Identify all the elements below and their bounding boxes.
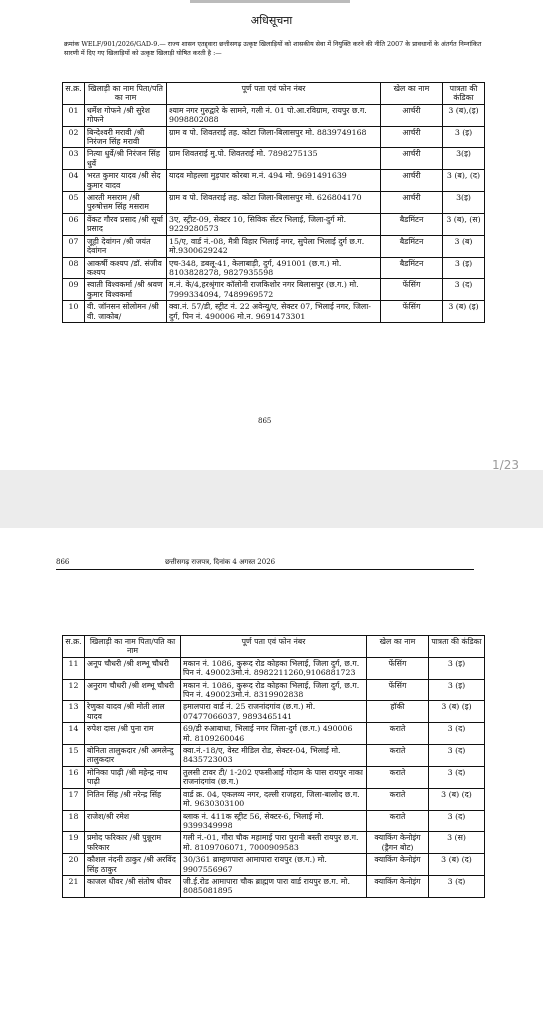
col-sno-header: स.क्र. xyxy=(63,83,85,105)
cell-eligibility: 3 (द) xyxy=(429,745,485,767)
table-row xyxy=(63,766,485,788)
cell-name: बोनिता तालुकदार /श्री अमलेन्दु तालुकदार xyxy=(85,745,181,767)
col-eligibility-header: पात्रता की कंडिका xyxy=(429,636,485,658)
players-table-2 xyxy=(62,635,485,898)
cell-eligibility: 3 (द) xyxy=(429,723,485,745)
cell-sno: 20 xyxy=(63,854,85,876)
cell-sno: 09 xyxy=(63,279,85,301)
cell-sno: 02 xyxy=(63,126,85,148)
table-row xyxy=(63,192,485,214)
cell-eligibility: 3(इ) xyxy=(443,148,485,170)
cell-sno: 13 xyxy=(63,701,85,723)
notice-text: क्रमांक WELF/901/2026/GAD-9.— राज्य शासन एतद्द्वारा छत्तीसगढ़ उत्कृष्ट खिलाड़ियों को शासकीय सेवा में नियुक्ति करने की नीति 2007 के प्रावधानों के अंतर्गत निम्नांकित सारणी में दिए गए खिलाड़ियों को उत्कृष्ट खिलाड़ी घोषित करती है :— xyxy=(64,40,482,57)
page-counter: 1/23 xyxy=(492,458,519,470)
cell-sno: 04 xyxy=(63,170,85,192)
cell-address: 30/361 ब्राम्हणपारा आमापारा रायपुर (छ.ग.) मो. 9907556967 xyxy=(181,854,367,876)
table-row xyxy=(63,170,485,192)
cell-name: रेणुका यादव /श्री मोती लाल यादव xyxy=(85,701,181,723)
cell-address: वार्ड क्र. 04, एकलव्य नगर, दल्ली राजहरा, जिला-बालोद छ.ग. मो. 9630303100 xyxy=(181,788,367,810)
cell-eligibility: 3 (द) xyxy=(429,766,485,788)
cell-sport: आर्चरी xyxy=(381,104,443,126)
cell-sport: फेंसिंग xyxy=(367,679,429,701)
cell-sport: बैडमिंटन xyxy=(381,213,443,235)
cell-eligibility: 3 (ब), (द) xyxy=(443,170,485,192)
cell-name: स्वाती विश्वकर्मा /श्री श्रवण कुमार विश्वकर्मा xyxy=(85,279,167,301)
col-sport-header: खेल का नाम xyxy=(381,83,443,105)
table-row xyxy=(63,875,485,897)
cell-sno: 17 xyxy=(63,788,85,810)
cell-address: क्वा.नं.-18/ए, वेस्ट मीडिल रोड, सेक्टर-04, भिलाई मो. 8435723003 xyxy=(181,745,367,767)
cell-sno: 01 xyxy=(63,104,85,126)
cell-eligibility: 3 (इ) xyxy=(443,126,485,148)
cell-name: राजेश/श्री रमेश xyxy=(85,810,181,832)
cell-name: बिन्देश्वरी मरावी /श्री निरंजन सिंह मरावी xyxy=(85,126,167,148)
cell-sport: फेंसिंग xyxy=(381,279,443,301)
table-row xyxy=(63,213,485,235)
table-row xyxy=(63,679,485,701)
table-row xyxy=(63,745,485,767)
cell-eligibility: 3 (ब) (इ) xyxy=(443,301,485,323)
cell-name: नितिन सिंह /श्री नरेन्द्र सिंह xyxy=(85,788,181,810)
cell-sport: कराते xyxy=(367,810,429,832)
gazette-page-865 xyxy=(0,0,543,470)
cell-address: यादव मोहल्ला मुड़पार कोरबा म.नं. 494 मो. 9691491639 xyxy=(167,170,381,192)
cell-name: कौशल नंदनी ठाकुर /श्री अरविंद सिंह ठाकुर xyxy=(85,854,181,876)
cell-sport: क्याकिंग केनोइंग xyxy=(367,875,429,897)
cell-name: जूही देवांगन /श्री जयंत देवांगन xyxy=(85,235,167,257)
cell-address: श्याम नगर गुरुद्वारे के सामने, गली नं. 01 पो.आ.रविग्राम, रायपुर छ.ग. 9098802088 xyxy=(167,104,381,126)
cell-name: काजल धीवर /श्री संतोष धीवर xyxy=(85,875,181,897)
cell-eligibility: 3 (द) xyxy=(443,279,485,301)
cell-sno: 14 xyxy=(63,723,85,745)
top-trim-line xyxy=(190,0,350,3)
cell-address: जी.ई.रोड आमापारा चौक ब्राह्मण पारा वार्ड रायपुर छ.ग. मो. 8085081895 xyxy=(181,875,367,897)
table-row xyxy=(63,148,485,170)
cell-eligibility: 3 (ब), (स) xyxy=(443,213,485,235)
cell-sport: आर्चरी xyxy=(381,192,443,214)
cell-name: आकर्षी कश्यप /डॉ. संजीव कश्यप xyxy=(85,257,167,279)
col-sport-header: खेल का नाम xyxy=(367,636,429,658)
cell-address: तुलसी टावर टी/ 1-202 एफसीआई गोदाम के पास रायपुर नाका राजनांदगांव (छ.ग.) xyxy=(181,766,367,788)
table-row xyxy=(63,788,485,810)
col-address-header: पूर्ण पता एवं फोन नंबर xyxy=(167,83,381,105)
table-row xyxy=(63,701,485,723)
cell-sno: 18 xyxy=(63,810,85,832)
notice-title: अधिसूचना xyxy=(250,14,293,27)
cell-address: म.नं. के/4,हरश्रृंगार कॉलोनी राजकिशोर नगर बिलासपुर (छ.ग.) मो. 7999334094, 7489969572 xyxy=(167,279,381,301)
cell-sport: कराते xyxy=(367,723,429,745)
cell-name: वी. जॉनसन सोलोमन /श्री वी. जाकोब/ xyxy=(85,301,167,323)
col-sno-header: स.क्र. xyxy=(63,636,85,658)
cell-sport: बैडमिंटन xyxy=(381,235,443,257)
cell-eligibility: 3(इ) xyxy=(443,192,485,214)
cell-name: वेंकट गौरव प्रसाद /श्री सूर्या प्रसाद xyxy=(85,213,167,235)
cell-name: मोनिका पाढ़ी /श्री महेन्द्र नाथ पाढ़ी xyxy=(85,766,181,788)
cell-eligibility: 3 (ब),(इ) xyxy=(443,104,485,126)
cell-address: गली नं.-01, गौरा चौक महामाई पारा पुरानी बस्ती रायपुर छ.ग. मो. 8109706071, 7000909583 xyxy=(181,832,367,854)
cell-eligibility: 3 (ब) (द) xyxy=(429,788,485,810)
gazette-page-866 xyxy=(0,528,543,1024)
cell-address: ग्राम व पो. शिवतराई तह. कोटा जिला-बिलासपुर मो. 626804170 xyxy=(167,192,381,214)
cell-sport: कराते xyxy=(367,766,429,788)
cell-sno: 05 xyxy=(63,192,85,214)
cell-sport: बैडमिंटन xyxy=(381,257,443,279)
cell-sport: फेंसिंग xyxy=(381,301,443,323)
table-row xyxy=(63,810,485,832)
cell-address: 3ए, स्ट्रीट-09, सेक्टर 10, सिविक सेंटर भिलाई, जिला-दुर्ग मो. 9229280573 xyxy=(167,213,381,235)
table-row xyxy=(63,657,485,679)
cell-name: अनुराग चौधरी /श्री शम्भू चौधरी xyxy=(85,679,181,701)
cell-sport: आर्चरी xyxy=(381,170,443,192)
cell-eligibility: 3 (इ) xyxy=(429,657,485,679)
table-row xyxy=(63,723,485,745)
cell-sno: 10 xyxy=(63,301,85,323)
table-row xyxy=(63,235,485,257)
cell-name: भरत कुमार यादव /श्री सेद कुमार यादव xyxy=(85,170,167,192)
col-name-header: खिलाड़ी का नाम पिता/पति का नाम xyxy=(85,83,167,105)
cell-sno: 11 xyxy=(63,657,85,679)
cell-address: क्वा.नं. 57/डी, स्ट्रीट नं. 22 अवेन्यू/ए, सेक्टर 07, भिलाई नगर, जिला-दुर्ग, पिन नं. 490006 मो.न. 9691473301 xyxy=(167,301,381,323)
cell-sport: आर्चरी xyxy=(381,148,443,170)
cell-address: एच-348, डबलू-41, केलाबाड़ी, दुर्ग, 491001 (छ.ग.) मो. 8103828278, 9827935598 xyxy=(167,257,381,279)
page-number: 865 xyxy=(258,417,272,425)
table-row xyxy=(63,126,485,148)
col-name-header: खिलाड़ी का नाम पिता/पति का नाम xyxy=(85,636,181,658)
cell-eligibility: 3 (ब) (इ) xyxy=(429,701,485,723)
gazette-header: छत्तीसगढ़ राजपत्र, दिनांक 4 अगस्त 2026 xyxy=(165,558,276,566)
table-header-row xyxy=(63,636,485,658)
cell-eligibility: 3 (द) xyxy=(429,810,485,832)
cell-name: प्रमोद फरिकार /श्री पुन्नूराम फरिकार xyxy=(85,832,181,854)
cell-sport: कराते xyxy=(367,788,429,810)
cell-name: नित्या धुर्वे/श्री निरंजन सिंह धुर्वे xyxy=(85,148,167,170)
cell-address: ग्राम व पो. शिवतराई तह. कोटा जिला-बिलासपुर मो. 8839749168 xyxy=(167,126,381,148)
cell-address: मकान नं. 1086, कुरूद रोड कोहका भिलाई, जिला दुर्ग, छ.ग. पिन नं. 490023मो.नं. 8319902838 xyxy=(181,679,367,701)
table-row xyxy=(63,279,485,301)
cell-sno: 21 xyxy=(63,875,85,897)
cell-sno: 08 xyxy=(63,257,85,279)
table-row xyxy=(63,832,485,854)
page-number: 866 xyxy=(56,558,70,566)
cell-eligibility: 3 (स) xyxy=(429,832,485,854)
cell-sport: आर्चरी xyxy=(381,126,443,148)
table-header-row xyxy=(63,83,485,105)
cell-sno: 12 xyxy=(63,679,85,701)
header-rule xyxy=(56,569,474,570)
cell-sport: कराते xyxy=(367,745,429,767)
cell-sno: 16 xyxy=(63,766,85,788)
cell-address: ग्राम शिवतराई मु.पो. शिवतराई मो. 7898275135 xyxy=(167,148,381,170)
cell-sno: 15 xyxy=(63,745,85,767)
cell-name: धर्मेश गोफने /श्री सुरेश गोफने xyxy=(85,104,167,126)
table-row xyxy=(63,301,485,323)
table-row xyxy=(63,104,485,126)
cell-sport: क्याकिंग केनोइंग (ड्रैगन बोट) xyxy=(367,832,429,854)
cell-name: रुपेश दास /श्री पुना राम xyxy=(85,723,181,745)
cell-address: हमालपारा वार्ड नं. 25 राजनांदगांव (छ.ग.) मो. 07477066037, 9893465141 xyxy=(181,701,367,723)
cell-address: मकान नं. 1086, कुरूद रोड कोहका भिलाई, जिला दुर्ग, छ.ग. पिन नं. 490023मो.नं. 8982211260,9106881723 xyxy=(181,657,367,679)
cell-sport: क्याकिंग केनोइंग xyxy=(367,854,429,876)
cell-sno: 06 xyxy=(63,213,85,235)
page-gap xyxy=(0,470,543,528)
cell-address: ब्लाक नं. 411क स्ट्रीट 56, सेक्टर-6, भिलाई मो. 9399349998 xyxy=(181,810,367,832)
cell-sno: 19 xyxy=(63,832,85,854)
players-table-1 xyxy=(62,82,485,323)
col-address-header: पूर्ण पता एवं फोन नंबर xyxy=(181,636,367,658)
cell-sport: हॉकी xyxy=(367,701,429,723)
col-eligibility-header: पात्रता की कंडिका xyxy=(443,83,485,105)
table-row xyxy=(63,854,485,876)
cell-eligibility: 3 (द) xyxy=(429,875,485,897)
cell-eligibility: 3 (ब) xyxy=(443,235,485,257)
table-row xyxy=(63,257,485,279)
cell-eligibility: 3 (इ) xyxy=(443,257,485,279)
cell-sno: 03 xyxy=(63,148,85,170)
cell-eligibility: 3 (इ) xyxy=(429,679,485,701)
cell-sport: फेंसिंग xyxy=(367,657,429,679)
cell-eligibility: 3 (ब) (द) xyxy=(429,854,485,876)
cell-name: अनूप चौधरी /श्री शम्भू चौधरी xyxy=(85,657,181,679)
cell-address: 69/डी रुआबाधा, भिलाई नगर जिला-दुर्ग (छ.ग.) 490006 मो. 8109260046 xyxy=(181,723,367,745)
cell-sno: 07 xyxy=(63,235,85,257)
cell-address: 15/ए, वार्ड नं.-08, मैत्री विहार भिलाई नगर, सुपेला भिलाई दुर्ग छ.ग. मो.9300629242 xyxy=(167,235,381,257)
cell-name: आरती मसराम /श्री पुरुषोत्तम सिंह मसराम xyxy=(85,192,167,214)
